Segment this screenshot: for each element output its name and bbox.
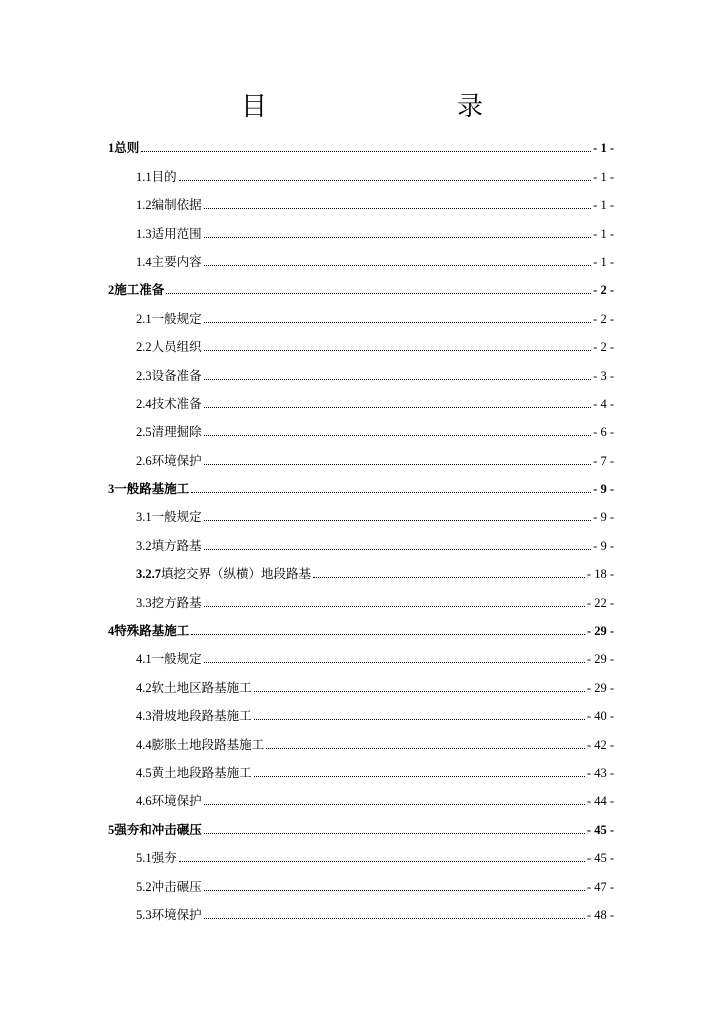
toc-chapter-entry[interactable] xyxy=(108,270,614,298)
toc-entry-title: 滑坡地段路基施工 xyxy=(151,708,252,724)
toc-entry-page-number: - 45 - xyxy=(586,822,614,837)
toc-entry-title: 总则 xyxy=(114,140,140,156)
toc-entry-title: 强夯 xyxy=(151,850,177,866)
toc-entry-page-number: - 29 - xyxy=(586,652,614,667)
dot-leader xyxy=(204,265,592,266)
toc-entry-number: 5 xyxy=(108,822,115,837)
toc-entry-title: 软土地区路基施工 xyxy=(151,679,252,695)
toc-entry-page-number: - 7 - xyxy=(593,453,614,468)
toc-entry-number: 2.6 xyxy=(136,453,152,468)
toc-entry-number: 3.2 xyxy=(136,538,152,553)
dot-leader xyxy=(204,606,585,607)
toc-entry-number: 2.2 xyxy=(136,340,152,355)
toc-entry-page-number: - 6 - xyxy=(593,425,614,440)
toc-entry-page-number: - 4 - xyxy=(593,396,614,411)
toc-section-entry[interactable] xyxy=(108,156,614,184)
toc-entry-title: 挖方路基 xyxy=(151,594,202,610)
toc-section-entry[interactable] xyxy=(108,582,614,610)
dot-leader xyxy=(266,748,585,749)
toc-entry-page-number: - 48 - xyxy=(586,907,614,922)
toc-section-entry[interactable] xyxy=(108,696,614,724)
toc-entry-title: 主要内容 xyxy=(151,253,202,269)
dot-leader xyxy=(179,861,585,862)
toc-entry-number: 4.6 xyxy=(136,794,152,809)
dot-leader xyxy=(204,322,592,323)
toc-entry-title: 黄土地段路基施工 xyxy=(151,764,252,780)
toc-entry-number: 4.2 xyxy=(136,680,152,695)
toc-entry-page-number: - 9 - xyxy=(593,538,614,553)
toc-entry-title: 膨胀土地段路基施工 xyxy=(151,736,265,752)
toc-entry-number: 4 xyxy=(108,624,115,639)
dot-leader xyxy=(166,293,591,294)
toc-entry-number: 2.4 xyxy=(136,396,152,411)
toc-entry-page-number: - 2 - xyxy=(593,283,614,298)
toc-chapter-entry[interactable] xyxy=(108,128,614,156)
dot-leader xyxy=(204,918,585,919)
dot-leader xyxy=(179,180,592,181)
toc-entry-page-number: - 9 - xyxy=(593,510,614,525)
toc-entry-title: 清理掘除 xyxy=(151,424,202,440)
toc-entry-number: 4.4 xyxy=(136,737,152,752)
toc-entry-number: 4.5 xyxy=(136,765,152,780)
toc-entry-page-number: - 29 - xyxy=(586,624,614,639)
toc-entry-page-number: - 9 - xyxy=(593,482,614,497)
toc-entry-number: 4.3 xyxy=(136,709,152,724)
toc-chapter-entry[interactable] xyxy=(108,809,614,837)
toc-entry-page-number: - 45 - xyxy=(586,851,614,866)
toc-chapter-entry[interactable] xyxy=(108,611,614,639)
toc-entry-number: 2.3 xyxy=(136,368,152,383)
toc-entry-number: 1.1 xyxy=(136,169,152,184)
toc-entry-title: 强夯和冲击碾压 xyxy=(114,821,202,837)
toc-entry-title: 特殊路基施工 xyxy=(114,623,190,639)
toc-entry-page-number: - 47 - xyxy=(586,879,614,894)
dot-leader xyxy=(313,577,585,578)
toc-entry-title: 环境保护 xyxy=(151,452,202,468)
toc-section-entry[interactable] xyxy=(108,525,614,553)
toc-entry-title: 一般路基施工 xyxy=(114,481,190,497)
toc-entry-number: 2 xyxy=(108,283,115,298)
toc-entry-title: 编制依据 xyxy=(151,197,202,213)
toc-entry-number: 2.1 xyxy=(136,311,152,326)
toc-entry-number: 3.1 xyxy=(136,510,152,525)
toc-entry-title: 填挖交界（纵横）地段路基 xyxy=(161,566,312,582)
toc-entry-number: 1.4 xyxy=(136,254,152,269)
toc-entry-page-number: - 43 - xyxy=(586,765,614,780)
toc-entry-title: 技术准备 xyxy=(151,395,202,411)
dot-leader xyxy=(204,237,592,238)
toc-entry-page-number: - 2 - xyxy=(593,311,614,326)
dot-leader xyxy=(254,691,585,692)
dot-leader xyxy=(204,833,585,834)
toc-entry-page-number: - 1 - xyxy=(593,198,614,213)
toc-section-entry[interactable] xyxy=(108,753,614,781)
dot-leader xyxy=(204,208,592,209)
toc-section-entry[interactable] xyxy=(108,724,614,752)
toc-section-entry[interactable] xyxy=(108,242,614,270)
toc-entry-page-number: - 40 - xyxy=(586,709,614,724)
toc-entry-title: 环境保护 xyxy=(151,906,202,922)
toc-chapter-entry[interactable] xyxy=(108,469,614,497)
toc-section-entry[interactable] xyxy=(108,298,614,326)
toc-section-entry[interactable] xyxy=(108,440,614,468)
table-of-contents xyxy=(108,128,614,923)
dot-leader xyxy=(254,776,585,777)
toc-section-entry[interactable] xyxy=(108,639,614,667)
toc-entry-number: 3 xyxy=(108,482,115,497)
toc-section-entry[interactable] xyxy=(108,412,614,440)
toc-entry-number: 3.3 xyxy=(136,595,152,610)
dot-leader xyxy=(254,719,585,720)
toc-section-entry[interactable] xyxy=(108,554,614,582)
dot-leader xyxy=(141,151,591,152)
dot-leader xyxy=(204,890,585,891)
dot-leader xyxy=(204,520,592,521)
toc-entry-page-number: - 2 - xyxy=(593,340,614,355)
dot-leader xyxy=(204,549,592,550)
toc-section-entry[interactable] xyxy=(108,384,614,412)
dot-leader xyxy=(204,464,592,465)
toc-entry-title: 一般规定 xyxy=(151,509,202,525)
toc-entry-page-number: - 1 - xyxy=(593,141,614,156)
toc-entry-title: 人员组织 xyxy=(151,339,202,355)
toc-section-entry[interactable] xyxy=(108,213,614,241)
toc-entry-page-number: - 1 - xyxy=(593,226,614,241)
toc-section-entry[interactable] xyxy=(108,838,614,866)
toc-entry-title: 一般规定 xyxy=(151,310,202,326)
dot-leader xyxy=(191,634,585,635)
toc-entry-page-number: - 44 - xyxy=(586,794,614,809)
toc-entry-title: 施工准备 xyxy=(114,282,165,298)
toc-entry-number: 4.1 xyxy=(136,652,152,667)
toc-entry-number: 5.1 xyxy=(136,851,152,866)
toc-entry-number: 1.2 xyxy=(136,198,152,213)
toc-section-entry[interactable] xyxy=(108,781,614,809)
toc-entry-page-number: - 22 - xyxy=(586,595,614,610)
toc-entry-page-number: - 3 - xyxy=(593,368,614,383)
toc-section-entry[interactable] xyxy=(108,895,614,923)
toc-entry-title: 填方路基 xyxy=(151,537,202,553)
toc-entry-number: 5.3 xyxy=(136,907,152,922)
dot-leader xyxy=(204,379,592,380)
toc-section-entry[interactable] xyxy=(108,667,614,695)
toc-entry-page-number: - 29 - xyxy=(586,680,614,695)
toc-section-entry[interactable] xyxy=(108,866,614,894)
dot-leader xyxy=(204,435,592,436)
toc-entry-number: 1 xyxy=(108,141,115,156)
dot-leader xyxy=(204,350,592,351)
toc-entry-title: 一般规定 xyxy=(151,651,202,667)
dot-leader xyxy=(204,407,592,408)
dot-leader xyxy=(191,492,591,493)
toc-entry-title: 冲击碾压 xyxy=(151,878,202,894)
dot-leader xyxy=(204,662,585,663)
toc-entry-page-number: - 1 - xyxy=(593,254,614,269)
toc-entry-number: 1.3 xyxy=(136,226,152,241)
toc-entry-page-number: - 1 - xyxy=(593,169,614,184)
toc-entry-title: 适用范围 xyxy=(151,225,202,241)
toc-entry-page-number: - 18 - xyxy=(586,567,614,582)
toc-section-entry[interactable] xyxy=(108,185,614,213)
toc-section-entry[interactable] xyxy=(108,355,614,383)
toc-entry-number: 5.2 xyxy=(136,879,152,894)
toc-entry-title: 环境保护 xyxy=(151,793,202,809)
dot-leader xyxy=(204,804,585,805)
toc-entry-number: 2.5 xyxy=(136,425,152,440)
toc-section-entry[interactable] xyxy=(108,497,614,525)
toc-title: 目 录 xyxy=(240,92,529,122)
toc-entry-title: 设备准备 xyxy=(151,367,202,383)
toc-section-entry[interactable] xyxy=(108,327,614,355)
toc-entry-number: 3.2.7 xyxy=(136,567,161,582)
toc-entry-page-number: - 42 - xyxy=(586,737,614,752)
toc-entry-title: 目的 xyxy=(151,168,177,184)
